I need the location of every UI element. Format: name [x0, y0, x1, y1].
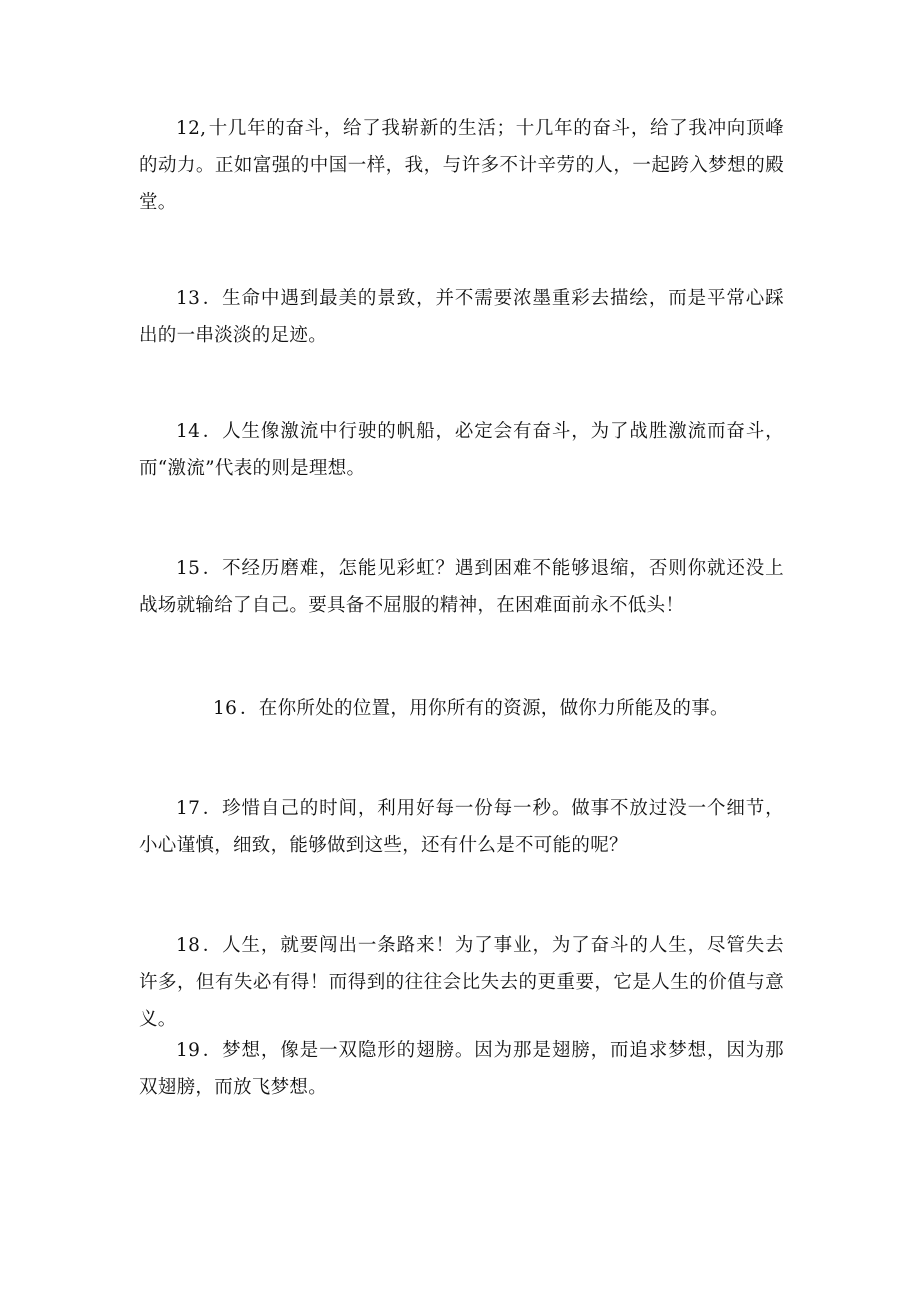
- paragraph-number: 17: [176, 798, 201, 819]
- paragraph-text: ．梦想，像是一双隐形的翅膀。因为那是翅膀，而追求梦想，因为那双翅膀，而放飞梦想。: [139, 1040, 784, 1098]
- paragraph-16: [139, 690, 784, 727]
- paragraph-14: [139, 413, 784, 487]
- paragraph-text: ．生命中遇到最美的景致，并不需要浓墨重彩去描绘，而是平常心踩出的一串淡淡的足迹。: [139, 288, 784, 346]
- paragraph-number: 14: [176, 421, 201, 442]
- paragraph-text: ．在你所处的位置，用你所有的资源，做你力所能及的事。: [240, 698, 729, 719]
- paragraph-text: ．人生像激流中行驶的帆船，必定会有奋斗，为了战胜激流而奋斗，而“激流”代表的则是理想。: [139, 421, 784, 479]
- paragraph-15: [139, 550, 784, 624]
- paragraph-number: 13: [176, 288, 201, 309]
- paragraph-number: 16: [213, 698, 238, 719]
- paragraph-19: [139, 1032, 784, 1106]
- paragraph-18: [139, 927, 784, 1038]
- paragraph-text: ．人生，就要闯出一条路来！为了事业，为了奋斗的人生，尽管失去许多，但有失必有得！而得到的往往会比失去的更重要，它是人生的价值与意义。: [139, 935, 784, 1030]
- paragraph-number: 18: [176, 935, 201, 956]
- paragraph-17: [139, 790, 784, 864]
- paragraph-text: 十几年的奋斗，给了我崭新的生活；十几年的奋斗，给了我冲向顶峰的动力。正如富强的中国一样，我，与许多不计辛劳的人，一起跨入梦想的殿堂。: [139, 118, 784, 213]
- paragraph-number: 19: [176, 1040, 201, 1061]
- paragraph-text: ．不经历磨难，怎能见彩虹？遇到困难不能够退缩，否则你就还没上战场就输给了自己。要具备不屈服的精神，在困难面前永不低头！: [139, 558, 784, 616]
- paragraph-text: ．珍惜自己的时间，利用好每一份每一秒。做事不放过没一个细节，小心谨慎，细致，能够做到这些，还有什么是不可能的呢？: [139, 798, 784, 856]
- paragraph-13: [139, 280, 784, 354]
- paragraph-12: [139, 110, 784, 221]
- paragraph-number: 15: [176, 558, 201, 579]
- paragraph-number: 12,: [176, 118, 207, 139]
